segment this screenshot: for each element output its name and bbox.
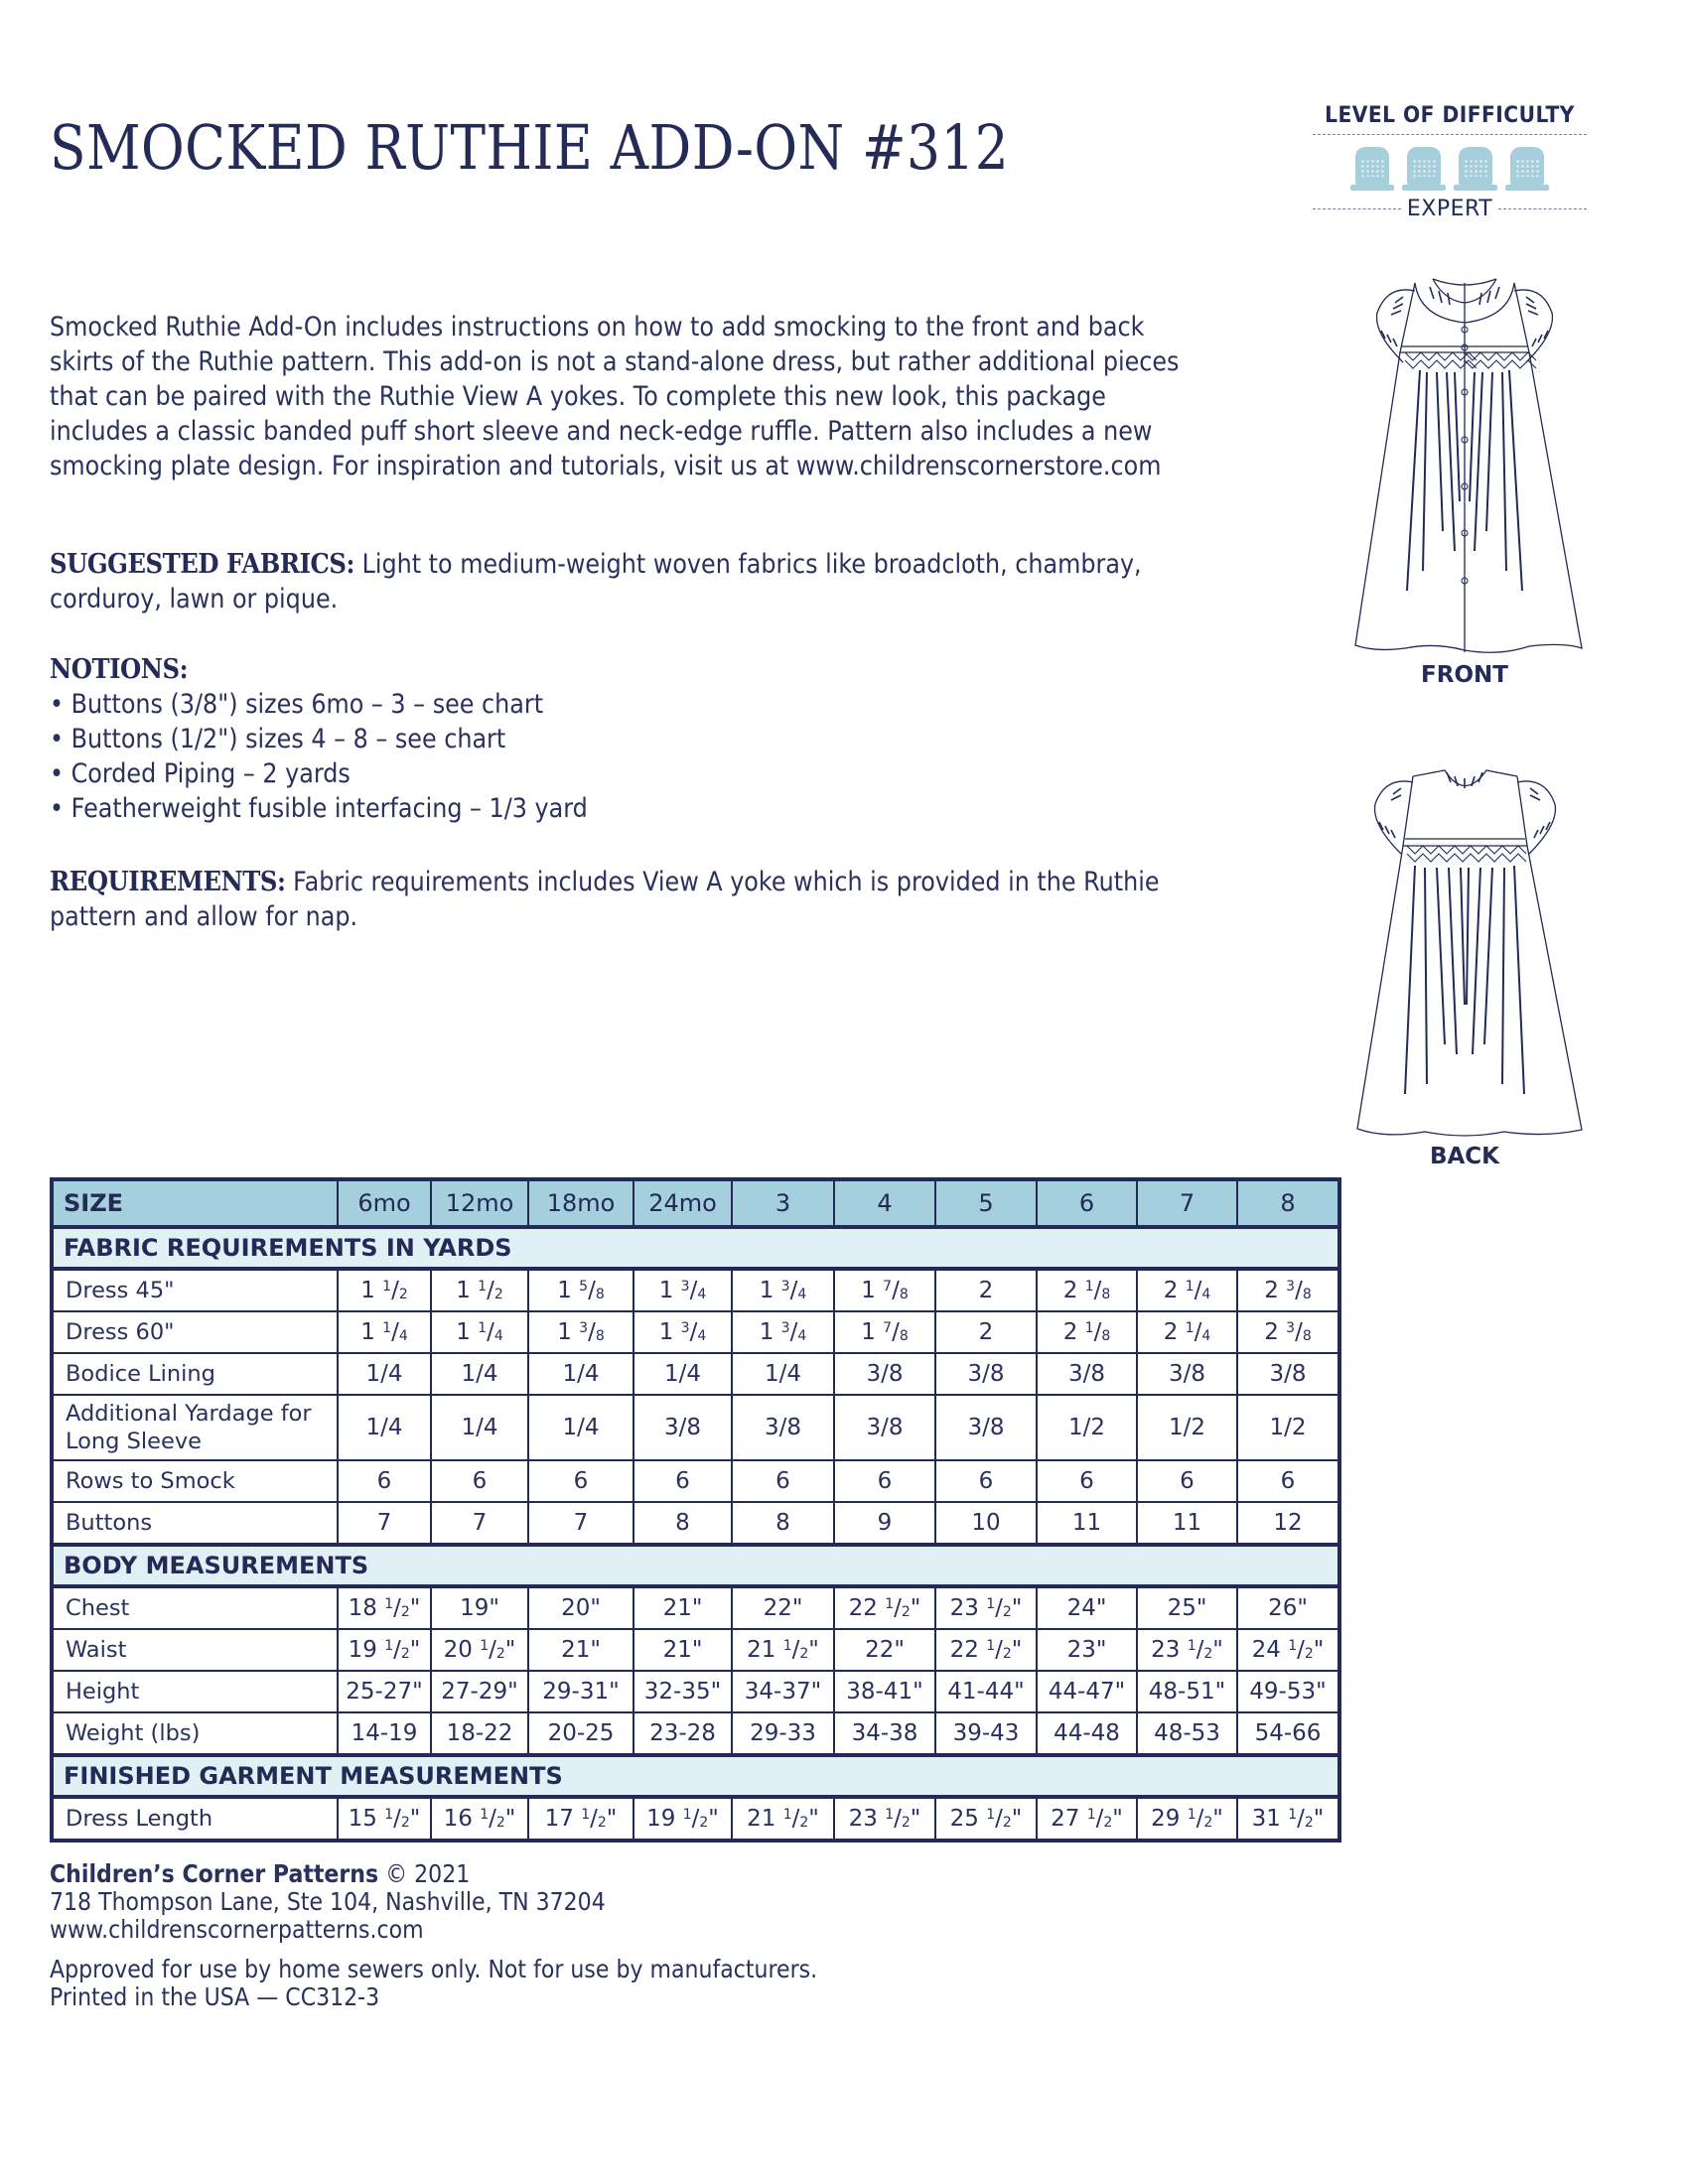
suggested-fabrics <box>50 547 1211 616</box>
row-label: Chest <box>52 1586 338 1629</box>
difficulty-level: EXPERT <box>1406 197 1493 221</box>
table-row <box>52 1502 1339 1545</box>
divider <box>1313 134 1587 135</box>
table-cell: 20-25 <box>528 1712 633 1755</box>
table-cell: 25" <box>1137 1586 1237 1629</box>
table-cell: 6 <box>732 1460 834 1502</box>
table-cell: 23 $^1/_2$" <box>834 1797 935 1841</box>
table-cell: 6 <box>633 1460 732 1502</box>
table-cell: 48-53 <box>1137 1712 1237 1755</box>
row-label: Bodice Lining <box>52 1353 338 1395</box>
table-cell: 19 $^1/_2$" <box>338 1629 431 1671</box>
table-cell: 3/8 <box>834 1353 935 1395</box>
notion-item: • Buttons (1/2") sizes 4 – 8 – see chart <box>50 724 506 754</box>
table-cell: 1 $^1/_2$ <box>338 1269 431 1311</box>
row-label: Waist <box>52 1629 338 1671</box>
row-label: Height <box>52 1671 338 1712</box>
table-cell: 23 $^1/_2$" <box>1137 1629 1237 1671</box>
requirements <box>50 865 1211 934</box>
notion-item: • Corded Piping – 2 yards <box>50 758 351 789</box>
table-cell: 17 $^1/_2$" <box>528 1797 633 1841</box>
table-row <box>52 1671 1339 1712</box>
table-cell: 19 $^1/_2$" <box>633 1797 732 1841</box>
table-cell: 21 $^1/_2$" <box>732 1797 834 1841</box>
difficulty-badge <box>1313 103 1587 221</box>
table-cell: 34-37" <box>732 1671 834 1712</box>
table-cell: 2 $^3/_8$ <box>1237 1311 1339 1353</box>
table-cell: 1/4 <box>528 1395 633 1460</box>
table-cell: 2 $^3/_8$ <box>1237 1269 1339 1311</box>
table-cell: 6 <box>528 1460 633 1502</box>
copyright: © 2021 <box>378 1859 471 1888</box>
table-cell: 3/8 <box>935 1395 1037 1460</box>
table-cell: 21" <box>633 1629 732 1671</box>
table-cell: 1 $^5/_8$ <box>528 1269 633 1311</box>
table-cell: 1 $^3/_4$ <box>732 1311 834 1353</box>
table-cell: 3/8 <box>1237 1353 1339 1395</box>
table-cell: 18 $^1/_2$" <box>338 1586 431 1629</box>
dress-front-illustration <box>1316 263 1614 660</box>
table-cell: 34-38 <box>834 1712 935 1755</box>
table-cell: 32-35" <box>633 1671 732 1712</box>
table-cell: 23-28 <box>633 1712 732 1755</box>
table-cell: 8 <box>732 1502 834 1545</box>
table-cell: 2 $^1/_4$ <box>1137 1311 1237 1353</box>
table-cell: 10 <box>935 1502 1037 1545</box>
table-cell: 22 $^1/_2$" <box>834 1586 935 1629</box>
table-cell: 6 <box>1037 1460 1137 1502</box>
page-title: SMOCKED RUTHIE ADD-ON #312 <box>50 111 1010 184</box>
row-label: Rows to Smock <box>52 1460 338 1502</box>
table-cell: 1 $^3/_4$ <box>633 1269 732 1311</box>
table-cell: 3/8 <box>1037 1353 1137 1395</box>
row-label: Dress Length <box>52 1797 338 1841</box>
table-cell: 22" <box>834 1629 935 1671</box>
table-cell: 3/8 <box>935 1353 1037 1395</box>
table-cell: 19" <box>431 1586 528 1629</box>
table-cell: 1 $^3/_4$ <box>633 1311 732 1353</box>
size-header-cell: 4 <box>834 1179 935 1227</box>
table-cell: 27-29" <box>431 1671 528 1712</box>
table-cell: 21" <box>633 1586 732 1629</box>
table-cell: 1/4 <box>528 1353 633 1395</box>
size-header-cell: 24mo <box>633 1179 732 1227</box>
table-cell: 27 $^1/_2$" <box>1037 1797 1137 1841</box>
row-label: Dress 60" <box>52 1311 338 1353</box>
table-cell: 48-51" <box>1137 1671 1237 1712</box>
table-cell: 29-33 <box>732 1712 834 1755</box>
table-row <box>52 1797 1339 1841</box>
back-label: BACK <box>1429 1144 1500 1169</box>
size-header-label: SIZE <box>52 1179 338 1227</box>
notions-heading: NOTIONS: <box>50 654 189 685</box>
front-label: FRONT <box>1421 662 1508 688</box>
table-cell: 3/8 <box>633 1395 732 1460</box>
size-chart-table <box>50 1177 1341 1843</box>
approval-notice: Approved for use by home sewers only. Not for use by manufacturers. <box>50 1955 818 1983</box>
suggested-fabrics-heading: SUGGESTED FABRICS: <box>50 549 354 580</box>
brand-name: Children’s Corner Patterns <box>50 1859 379 1888</box>
table-cell: 1/4 <box>431 1353 528 1395</box>
table-cell: 18-22 <box>431 1712 528 1755</box>
table-cell: 1/2 <box>1037 1395 1137 1460</box>
table-cell: 7 <box>528 1502 633 1545</box>
notions <box>50 652 1211 826</box>
table-cell: 9 <box>834 1502 935 1545</box>
table-cell: 23" <box>1037 1629 1137 1671</box>
table-cell: 1/4 <box>633 1353 732 1395</box>
printed-notice: Printed in the USA — CC312-3 <box>50 1982 380 2011</box>
suggested-fabrics-text: Light to medium-weight woven fabrics like broadcloth, chambray, corduroy, lawn or pique. <box>50 549 1142 614</box>
table-cell: 54-66 <box>1237 1712 1339 1755</box>
table-cell: 3/8 <box>732 1395 834 1460</box>
section-title: FABRIC REQUIREMENTS IN YARDS <box>52 1227 1339 1269</box>
difficulty-label: LEVEL OF DIFFICULTY <box>1325 103 1575 128</box>
table-cell: 39-43 <box>935 1712 1037 1755</box>
section-title: FINISHED GARMENT MEASUREMENTS <box>52 1755 1339 1797</box>
table-cell: 23 $^1/_2$" <box>935 1586 1037 1629</box>
difficulty-thimbles <box>1313 147 1587 193</box>
table-cell: 21" <box>528 1629 633 1671</box>
table-cell: 21 $^1/_2$" <box>732 1629 834 1671</box>
table-cell: 22 $^1/_2$" <box>935 1629 1037 1671</box>
table-cell: 1/4 <box>338 1353 431 1395</box>
table-cell: 15 $^1/_2$" <box>338 1797 431 1841</box>
thimble-icon <box>1454 147 1497 191</box>
table-cell: 6 <box>834 1460 935 1502</box>
table-cell: 6 <box>338 1460 431 1502</box>
table-cell: 11 <box>1137 1502 1237 1545</box>
divider <box>1313 208 1401 209</box>
table-cell: 7 <box>431 1502 528 1545</box>
table-cell: 24 $^1/_2$" <box>1237 1629 1339 1671</box>
table-cell: 1 $^1/_2$ <box>431 1269 528 1311</box>
table-row <box>52 1395 1339 1460</box>
thimble-icon <box>1505 147 1549 191</box>
table-cell: 1 $^1/_4$ <box>431 1311 528 1353</box>
table-cell: 24" <box>1037 1586 1137 1629</box>
table-row <box>52 1353 1339 1395</box>
size-header-cell: 7 <box>1137 1179 1237 1227</box>
table-cell: 1 $^3/_8$ <box>528 1311 633 1353</box>
table-cell: 25-27" <box>338 1671 431 1712</box>
table-cell: 2 <box>935 1269 1037 1311</box>
section-header-row <box>52 1755 1339 1797</box>
table-cell: 2 <box>935 1311 1037 1353</box>
table-cell: 16 $^1/_2$" <box>431 1797 528 1841</box>
footer <box>50 1860 1142 2011</box>
divider <box>1498 208 1587 209</box>
table-row <box>52 1269 1339 1311</box>
row-label: Dress 45" <box>52 1269 338 1311</box>
requirements-text: Fabric requirements includes View A yoke which is provided in the Ruthie pattern and allow for nap. <box>50 867 1160 932</box>
table-cell: 3/8 <box>1137 1353 1237 1395</box>
intro-paragraph: Smocked Ruthie Add-On includes instructions on how to add smocking to the front and back skirts of the Ruthie pattern. This add-on is not a stand-alone dress, but rather additional pieces that can be paired with the Ruthie View A yokes. To complete this new look, this package includes a classic banded puff short sleeve and neck-edge ruffle. Pattern also includes a new smocking plate design. For inspiration and tutorials, visit us at www.childrenscornerstore.com <box>50 312 1180 481</box>
dress-back-illustration <box>1316 747 1614 1144</box>
table-cell: 1 $^1/_4$ <box>338 1311 431 1353</box>
table-cell: 6 <box>431 1460 528 1502</box>
table-cell: 1 $^3/_4$ <box>732 1269 834 1311</box>
section-header-row <box>52 1227 1339 1269</box>
table-row <box>52 1460 1339 1502</box>
table-cell: 41-44" <box>935 1671 1037 1712</box>
row-label: Weight (lbs) <box>52 1712 338 1755</box>
size-header-cell: 12mo <box>431 1179 528 1227</box>
size-header-cell: 18mo <box>528 1179 633 1227</box>
table-cell: 2 $^1/_4$ <box>1137 1269 1237 1311</box>
table-cell: 22" <box>732 1586 834 1629</box>
table-row <box>52 1712 1339 1755</box>
table-row <box>52 1311 1339 1353</box>
table-cell: 2 $^1/_8$ <box>1037 1269 1137 1311</box>
table-cell: 44-48 <box>1037 1712 1137 1755</box>
table-row <box>52 1629 1339 1671</box>
table-cell: 38-41" <box>834 1671 935 1712</box>
table-cell: 20" <box>528 1586 633 1629</box>
table-cell: 31 $^1/_2$" <box>1237 1797 1339 1841</box>
section-header-row <box>52 1545 1339 1586</box>
thimble-icon <box>1402 147 1446 191</box>
table-cell: 6 <box>1237 1460 1339 1502</box>
table-cell: 1 $^7/_8$ <box>834 1311 935 1353</box>
row-label: Buttons <box>52 1502 338 1545</box>
table-cell: 3/8 <box>834 1395 935 1460</box>
table-cell: 44-47" <box>1037 1671 1137 1712</box>
requirements-heading: REQUIREMENTS: <box>50 867 286 897</box>
size-header-cell: 6 <box>1037 1179 1137 1227</box>
table-cell: 6 <box>1137 1460 1237 1502</box>
thimble-icon <box>1350 147 1394 191</box>
table-cell: 2 $^1/_8$ <box>1037 1311 1137 1353</box>
table-cell: 1/2 <box>1237 1395 1339 1460</box>
table-cell: 7 <box>338 1502 431 1545</box>
table-cell: 29-31" <box>528 1671 633 1712</box>
section-title: BODY MEASUREMENTS <box>52 1545 1339 1586</box>
table-cell: 26" <box>1237 1586 1339 1629</box>
table-cell: 29 $^1/_2$" <box>1137 1797 1237 1841</box>
table-cell: 11 <box>1037 1502 1137 1545</box>
size-header-row <box>52 1179 1339 1227</box>
table-cell: 1/4 <box>431 1395 528 1460</box>
table-cell: 8 <box>633 1502 732 1545</box>
table-row <box>52 1586 1339 1629</box>
row-label: Additional Yardage for Long Sleeve <box>52 1395 338 1460</box>
website-link[interactable]: www.childrenscornerpatterns.com <box>50 1915 424 1944</box>
table-cell: 1 $^7/_8$ <box>834 1269 935 1311</box>
table-cell: 49-53" <box>1237 1671 1339 1712</box>
table-cell: 12 <box>1237 1502 1339 1545</box>
table-cell: 1/2 <box>1137 1395 1237 1460</box>
table-cell: 25 $^1/_2$" <box>935 1797 1037 1841</box>
table-cell: 1/4 <box>338 1395 431 1460</box>
size-header-cell: 8 <box>1237 1179 1339 1227</box>
notion-item: • Featherweight fusible interfacing – 1/3 yard <box>50 793 588 824</box>
table-cell: 1/4 <box>732 1353 834 1395</box>
address: 718 Thompson Lane, Ste 104, Nashville, TN 37204 <box>50 1887 606 1916</box>
table-cell: 14-19 <box>338 1712 431 1755</box>
size-header-cell: 5 <box>935 1179 1037 1227</box>
size-header-cell: 6mo <box>338 1179 431 1227</box>
table-cell: 20 $^1/_2$" <box>431 1629 528 1671</box>
table-cell: 6 <box>935 1460 1037 1502</box>
notion-item: • Buttons (3/8") sizes 6mo – 3 – see chart <box>50 689 544 720</box>
size-header-cell: 3 <box>732 1179 834 1227</box>
